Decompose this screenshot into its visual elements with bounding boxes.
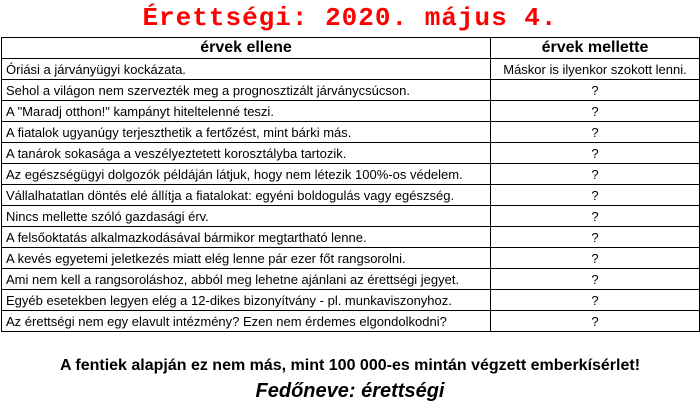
column-header-for: érvek mellette <box>491 38 700 59</box>
table-row <box>2 248 700 269</box>
argument-against: Az egészségügyi dolgozók példáján látjuk, hogy nem létezik 100%-os védelem. <box>2 164 491 185</box>
conclusion-text: A fentiek alapján ez nem más, mint 100 000-es mintán végzett emberkísérlet! <box>59 357 641 374</box>
page-title: Érettségi: 2020. május 4. <box>142 3 558 33</box>
argument-for: ? <box>491 164 700 185</box>
argument-against: Sehol a világon nem szervezték meg a prognosztizált járványcsúcson. <box>2 80 491 101</box>
table-row <box>2 185 700 206</box>
argument-against: A fiatalok ugyanúgy terjeszthetik a fertőzést, mint bárki más. <box>2 122 491 143</box>
argument-against: Óriási a járványügyi kockázata. <box>2 59 491 80</box>
argument-against: A "Maradj otthon!" kampányt hiteltelenné teszi. <box>2 101 491 122</box>
table-row <box>2 227 700 248</box>
table-row <box>2 80 700 101</box>
argument-for: ? <box>491 269 700 290</box>
codename-text: Fedőneve: érettségi <box>255 380 445 402</box>
table-row <box>2 101 700 122</box>
argument-against: A kevés egyetemi jeletkezés miatt elég lenne pár ezer főt rangsorolni. <box>2 248 491 269</box>
table-row <box>2 269 700 290</box>
argument-for: ? <box>491 80 700 101</box>
argument-against: Ami nem kell a rangsoroláshoz, abból meg lehetne ajánlani az érettségi jegyet. <box>2 269 491 290</box>
argument-against: A felsőoktatás alkalmazkodásával bármikor megtartható lenne. <box>2 227 491 248</box>
argument-for: ? <box>491 290 700 311</box>
argument-against: Az érettségi nem egy elavult intézmény? Ezen nem érdemes elgondolkodni? <box>2 311 491 332</box>
table-row <box>2 164 700 185</box>
argument-for: ? <box>491 227 700 248</box>
argument-for: ? <box>491 311 700 332</box>
argument-against: A tanárok sokasága a veszélyeztetett korosztályba tartozik. <box>2 143 491 164</box>
table-row <box>2 143 700 164</box>
arguments-table <box>1 37 700 332</box>
table-row <box>2 206 700 227</box>
argument-against: Egyéb esetekben legyen elég a 12-dikes bizonyítvány - pl. munkaviszonyhoz. <box>2 290 491 311</box>
table-row <box>2 290 700 311</box>
argument-for: ? <box>491 206 700 227</box>
argument-for: Máskor is ilyenkor szokott lenni. <box>491 59 700 80</box>
argument-for: ? <box>491 248 700 269</box>
argument-for: ? <box>491 122 700 143</box>
argument-for: ? <box>491 101 700 122</box>
argument-for: ? <box>491 185 700 206</box>
argument-against: Vállalhatatlan döntés elé állítja a fiatalokat: egyéni boldogulás vagy egészség. <box>2 185 491 206</box>
table-row <box>2 311 700 332</box>
argument-against: Nincs mellette szóló gazdasági érv. <box>2 206 491 227</box>
table-header-row <box>2 38 700 59</box>
table-row <box>2 59 700 80</box>
table-row <box>2 122 700 143</box>
column-header-against: érvek ellene <box>2 38 491 59</box>
argument-for: ? <box>491 143 700 164</box>
